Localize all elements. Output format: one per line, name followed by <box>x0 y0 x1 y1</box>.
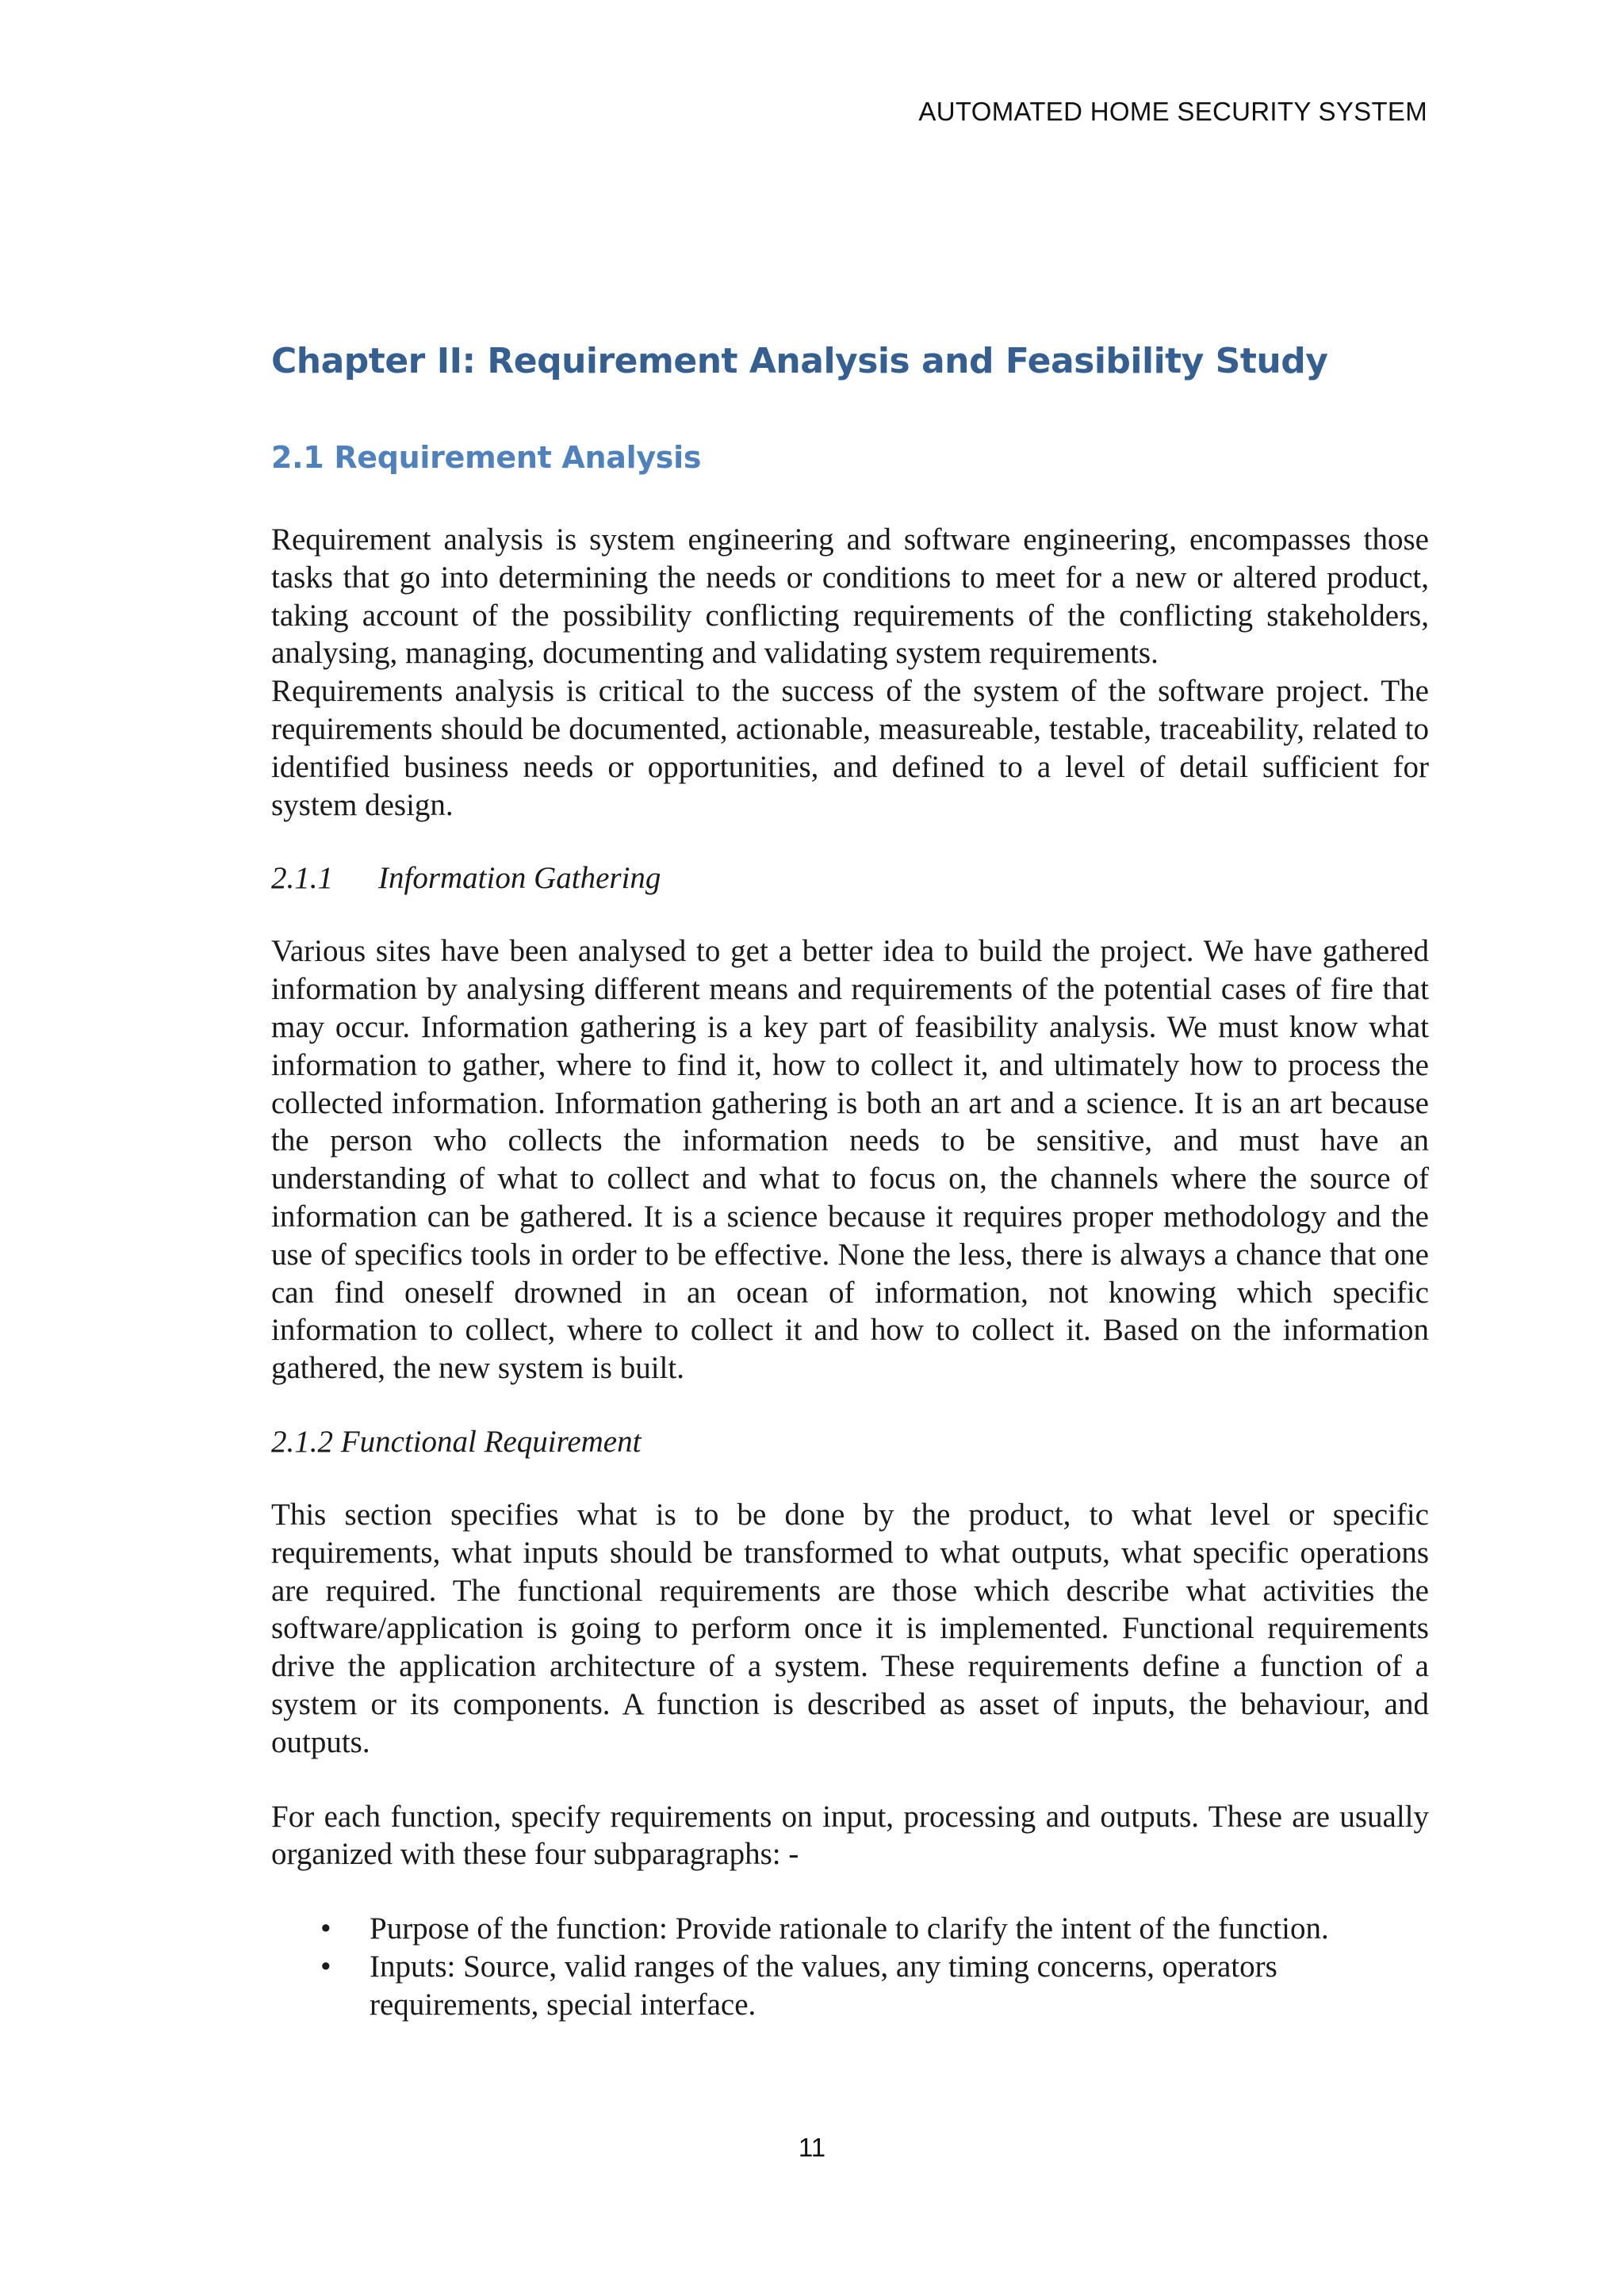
chapter-title: Chapter II: Requirement Analysis and Feasibility Study <box>271 341 1328 381</box>
section-2-1-2-paragraph-1: This section specifies what is to be done by the product, to what level or specific requirements, what inputs should be transformed to what outputs, what specific operations are required. The functional requirements are those which describe what activities the software/application is going to perform once it is implemented. Functional requirements drive the application architecture of a system. These requirements define a function of a system or its components. A function is described as asset of inputs, the behaviour, and outputs. <box>271 1497 1429 1759</box>
list-item: • Inputs: Source, valid ranges of the values, any timing concerns, operators requirements, special interface. <box>320 1949 1277 2022</box>
section-2-1-2-paragraph-2: For each function, specify requirements on input, processing and outputs. These are usually organized with these four subparagraphs: - <box>271 1799 1429 1872</box>
bullet-icon: • <box>320 1911 331 1946</box>
list-item: • Purpose of the function: Provide rationale to clarify the intent of the function. <box>271 1910 1429 1948</box>
subsection-title-2-1-2: 2.1.2 Functional Requirement <box>271 1424 642 1459</box>
subsection-title-2-1-1 <box>271 860 1429 896</box>
section-2-1-1-paragraph: Various sites have been analysed to get a better idea to build the project. We have gathered information by analysing different means and requirements of the potential cases of fire that may occur. Information gathering is a key part of feasibility analysis. We must know what information to gather, where to find it, how to collect it, and ultimately how to process the collected information. Information gathering is both an art and a science. It is an art because the person who collects the information needs to be sensitive, and must have an understanding of what to collect and what to focus on, the channels where the source of information can be gathered. It is a science because it requires proper methodology and the use of specifics tools in order to be effective. None the less, there is always a chance that one can find oneself drowned in an ocean of information, not knowing which specific information to collect, where to collect it and how to collect it. Based on the information gathered, the new system is built. <box>271 934 1429 1386</box>
page-content <box>271 341 1429 2024</box>
running-header: AUTOMATED HOME SECURITY SYSTEM <box>918 97 1427 126</box>
function-subparagraph-list <box>271 1910 1429 2023</box>
section-2-1-paragraph-2: Requirements analysis is critical to the success of the system of the software project. The requirements should be documented, actionable, measureable, testable, traceability, related to identified business needs or opportunities, and defined to a level of detail sufficient for system design. <box>271 674 1429 822</box>
section-2-1-paragraph-1: Requirement analysis is system engineering and software engineering, encompasses those tasks that go into determining the needs or conditions to meet for a new or altered product, taking account of the possibility conflicting requirements of the conflicting stakeholders, analysing, managing, documenting and validating system requirements. <box>271 522 1429 671</box>
page-number: 11 <box>798 2133 826 2162</box>
bullet-icon: • <box>320 1949 331 1984</box>
subsection-number: 2.1.1 <box>271 861 333 896</box>
section-title-2-1: 2.1 Requirement Analysis <box>271 440 702 475</box>
subsection-label: Information Gathering <box>378 861 661 896</box>
